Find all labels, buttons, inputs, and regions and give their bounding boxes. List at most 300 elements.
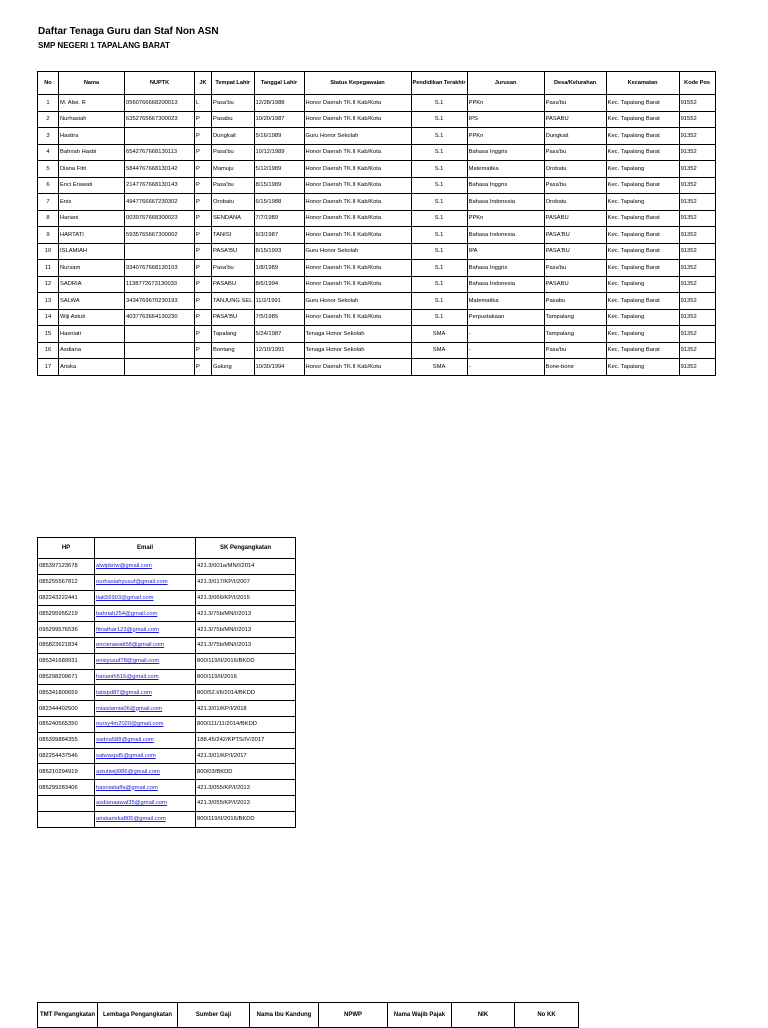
table-cell: Asdiana — [59, 342, 125, 359]
table-cell: PASABU — [212, 276, 255, 293]
table-row — [38, 780, 296, 796]
column-header: Kecamatan — [606, 72, 679, 95]
table-cell: Bahasa Indonesia — [467, 194, 544, 211]
table-cell: P — [195, 111, 212, 128]
table-cell: 91552 — [679, 95, 715, 112]
table-cell: - — [467, 359, 544, 376]
column-header: Email — [95, 538, 196, 559]
table-row — [38, 669, 296, 685]
table-row — [38, 309, 716, 326]
table-cell: P — [195, 293, 212, 310]
table-cell: Kec. Tapalang Barat — [606, 111, 679, 128]
table-cell: S.1 — [411, 161, 467, 178]
table-cell — [125, 243, 195, 260]
table-cell: SENDANA — [212, 210, 255, 227]
table-cell: Guru Honor Sekolah — [304, 243, 411, 260]
table-cell: 91352 — [679, 177, 715, 194]
table-cell: 9 — [38, 227, 59, 244]
table-cell: 91352 — [679, 276, 715, 293]
table-row — [38, 795, 296, 811]
table-cell: 91352 — [679, 359, 715, 376]
table-cell: Pasa'bu — [212, 260, 255, 277]
table-row — [38, 210, 716, 227]
table-cell: Bahasa Indonesia — [467, 276, 544, 293]
table-cell: Perpustakaan — [467, 309, 544, 326]
column-header: SK Pengangkatan — [196, 538, 296, 559]
table-cell: S.1 — [411, 276, 467, 293]
table-cell: 800/52.t/II/2014/BKDD — [196, 685, 296, 701]
table-row — [38, 111, 716, 128]
table-cell: Honor Daerah TK.II Kab/Kota — [304, 227, 411, 244]
table-cell: 15 — [38, 326, 59, 343]
table-cell: 800/119/II/2016 — [196, 669, 296, 685]
table-cell[interactable]: harianih516@gmail.com — [95, 669, 196, 685]
table-cell: 082344402500 — [38, 701, 95, 717]
column-header: Tempat Lahir — [212, 72, 255, 95]
table-cell: P — [195, 342, 212, 359]
table-cell[interactable]: hasniatiaffa@gmail.com — [95, 780, 196, 796]
table-cell: P — [195, 128, 212, 145]
table-cell[interactable]: ariskariska805@gmail.com — [95, 811, 196, 827]
column-header: Sumber Gaji — [178, 1003, 250, 1028]
table-cell: 3 — [38, 128, 59, 145]
table-cell: 1/8/1989 — [254, 260, 304, 277]
additional-info-table — [37, 1002, 579, 1028]
table-cell: - — [467, 342, 544, 359]
table-cell[interactable]: tatispd87@gmail.com — [95, 685, 196, 701]
table-row — [38, 653, 296, 669]
document-subtitle: SMP NEGERI 1 TAPALANG BARAT — [38, 41, 170, 50]
column-header: JK — [195, 72, 212, 95]
table-cell: S.1 — [411, 309, 467, 326]
table-cell: PASA'BU — [544, 227, 606, 244]
table-cell: P — [195, 260, 212, 277]
table-cell: 91352 — [679, 326, 715, 343]
table-cell: Guru Honor Sekolah — [304, 293, 411, 310]
table-cell: 8/6/1994 — [254, 276, 304, 293]
table-cell: 2147767668130143 — [125, 177, 195, 194]
table-cell: 11 — [38, 260, 59, 277]
column-header: No — [38, 72, 59, 95]
table-cell: Honor Daerah TK.II Kab/Kota — [304, 309, 411, 326]
table-row — [38, 590, 296, 606]
table-cell: 6/3/1987 — [254, 227, 304, 244]
table-cell: 421.3/017/KP/I/2007 — [196, 574, 296, 590]
table-cell: Tapalang — [212, 326, 255, 343]
table-cell: Tenaga Honor Sekolah — [304, 342, 411, 359]
table-cell: 7/7/1989 — [254, 210, 304, 227]
table-cell: 1138772673130033 — [125, 276, 195, 293]
table-cell: 800/119/II/2016/BKDD — [196, 653, 296, 669]
table-cell: P — [195, 144, 212, 161]
table-cell: 800/03/BKDD — [196, 764, 296, 780]
table-cell: S.1 — [411, 95, 467, 112]
table-cell: S.1 — [411, 293, 467, 310]
table-cell[interactable]: nurhasiahyusuf@gmail.com — [95, 574, 196, 590]
table-cell: 13 — [38, 293, 59, 310]
table-row — [38, 811, 296, 827]
table-cell: PASA'BU — [212, 243, 255, 260]
table-cell: 91352 — [679, 260, 715, 277]
table-cell: S.1 — [411, 260, 467, 277]
table-cell: PPKn — [467, 128, 544, 145]
table-cell: Hariani — [59, 210, 125, 227]
table-cell: Tampalang — [544, 326, 606, 343]
table-row — [38, 128, 716, 145]
table-cell: 095299576536 — [38, 622, 95, 638]
table-row — [38, 227, 716, 244]
table-cell: 91352 — [679, 161, 715, 178]
table-cell: S.1 — [411, 227, 467, 244]
table-cell: 5935765667300002 — [125, 227, 195, 244]
table-cell — [125, 359, 195, 376]
table-cell: 91352 — [679, 128, 715, 145]
staff-table — [37, 71, 716, 376]
table-cell[interactable]: enisyusuf78@gmail.com — [95, 653, 196, 669]
table-cell: Ariska — [59, 359, 125, 376]
table-cell: Kec. Tapalang Barat — [606, 243, 679, 260]
table-cell: Pasa'bu — [544, 260, 606, 277]
table-cell: 12 — [38, 276, 59, 293]
table-row — [38, 732, 296, 748]
table-cell[interactable]: astutiwiji986@gmail.com — [95, 764, 196, 780]
table-cell: IPA — [467, 243, 544, 260]
table-cell: 11/2/1991 — [254, 293, 304, 310]
column-header: TMT Pengangkatan — [38, 1003, 98, 1028]
table-cell: 10/20/1987 — [254, 111, 304, 128]
table-cell: Pasa'bu — [544, 95, 606, 112]
table-cell: Kec. Tapalang — [606, 276, 679, 293]
table-cell: S.1 — [411, 128, 467, 145]
table-cell: Kec. Tapalang Barat — [606, 144, 679, 161]
table-cell: 421.3/75b/MN/I/2013 — [196, 606, 296, 622]
table-cell: Bahasa Inggris — [467, 144, 544, 161]
column-header: Desa/Kelurahan — [544, 72, 606, 95]
table-cell: Enis — [59, 194, 125, 211]
table-cell: P — [195, 177, 212, 194]
table-cell: PPKn — [467, 210, 544, 227]
table-cell: 082254437546 — [38, 748, 95, 764]
table-cell: Kec. Tapalang Barat — [606, 128, 679, 145]
table-cell: Nurhasiah — [59, 111, 125, 128]
table-cell[interactable]: asdianaawal35@gmail.com — [95, 795, 196, 811]
table-cell: 085210294919 — [38, 764, 95, 780]
table-cell: 2 — [38, 111, 59, 128]
table-cell: 17 — [38, 359, 59, 376]
table-cell: IPS — [467, 111, 544, 128]
table-cell[interactable]: nursy4m2020@gmail.com — [95, 716, 196, 732]
table-cell: Honor Daerah TK.II Kab/Kota — [304, 111, 411, 128]
table-cell: Honor Daerah TK.II Kab/Kota — [304, 177, 411, 194]
table-cell: SALWA — [59, 293, 125, 310]
table-cell: 5/12/1989 — [254, 161, 304, 178]
table-cell: SMA — [411, 342, 467, 359]
table-cell: Tenaga Honor Sekolah — [304, 326, 411, 343]
table-cell: 1 — [38, 95, 59, 112]
table-cell: P — [195, 359, 212, 376]
table-cell: Kec. Tapalang Barat — [606, 260, 679, 277]
table-cell: 085397123678 — [38, 559, 95, 575]
table-row — [38, 276, 716, 293]
table-cell: P — [195, 194, 212, 211]
table-cell: Honor Daerah TK.II Kab/Kota — [304, 276, 411, 293]
table-cell: P — [195, 243, 212, 260]
table-cell: 4 — [38, 144, 59, 161]
table-row — [38, 326, 716, 343]
table-cell: Bahasa Indonesia — [467, 227, 544, 244]
table-cell: S.1 — [411, 243, 467, 260]
table-row — [38, 260, 716, 277]
table-cell: 5 — [38, 161, 59, 178]
table-cell: 12/28/1988 — [254, 95, 304, 112]
table-row — [38, 637, 296, 653]
table-cell: 7 — [38, 194, 59, 211]
table-row — [38, 177, 716, 194]
table-cell: 421.3/066/KP/I/2015 — [196, 590, 296, 606]
table-cell: Hastira — [59, 128, 125, 145]
table-cell: Pasa'bu — [544, 342, 606, 359]
table-cell: Pasabu — [212, 111, 255, 128]
table-row — [38, 144, 716, 161]
table-cell: 800/111/11/2014/BKDD — [196, 716, 296, 732]
table-row — [38, 764, 296, 780]
table-cell: TANJUNG SEL — [212, 293, 255, 310]
table-cell: 085341800659 — [38, 685, 95, 701]
table-cell[interactable]: tiak56903@gmail.com — [95, 590, 196, 606]
table-cell: 8/15/1993 — [254, 243, 304, 260]
table-cell: Wiji Astuti — [59, 309, 125, 326]
table-cell: P — [195, 161, 212, 178]
table-cell: Kec. Tapalang Barat — [606, 95, 679, 112]
table-cell: 0560766668200013 — [125, 95, 195, 112]
table-cell: Dungkait — [544, 128, 606, 145]
table-row — [38, 748, 296, 764]
table-cell: PPKn — [467, 95, 544, 112]
table-cell: Orobatu — [544, 161, 606, 178]
column-header: HP — [38, 538, 95, 559]
table-cell: Kec. Tapalang Barat — [606, 293, 679, 310]
table-cell: 4947766667230302 — [125, 194, 195, 211]
table-cell: Honor Daerah TK.II Kab/Kota — [304, 161, 411, 178]
table-cell: 085399884355 — [38, 732, 95, 748]
table-cell: 800/119/II/2016/BKDD — [196, 811, 296, 827]
table-cell[interactable]: bahriah254@gmail.com — [95, 606, 196, 622]
column-header: Kode Pos — [679, 72, 715, 95]
table-cell: 188.45/242/KPTS/IV/2017 — [196, 732, 296, 748]
table-cell[interactable]: encierawati58@gmail.com — [95, 637, 196, 653]
table-row — [38, 622, 296, 638]
table-cell: PASABU — [544, 276, 606, 293]
table-cell: P — [195, 309, 212, 326]
table-cell: P — [195, 276, 212, 293]
table-cell: S.1 — [411, 111, 467, 128]
table-row — [38, 574, 296, 590]
table-cell: Honor Daerah TK.II Kab/Kota — [304, 95, 411, 112]
table-cell — [125, 128, 195, 145]
table-cell: M. Alwi. R — [59, 95, 125, 112]
table-cell: S.1 — [411, 194, 467, 211]
table-cell: Kec. Tapalang Barat — [606, 342, 679, 359]
column-header: NPWP — [319, 1003, 388, 1028]
table-cell: Pasa'bu — [544, 177, 606, 194]
table-cell: PASABU — [544, 111, 606, 128]
column-header: No KK — [515, 1003, 579, 1028]
table-cell: Diana Fitri — [59, 161, 125, 178]
table-cell: 5/24/1987 — [254, 326, 304, 343]
table-cell: 91352 — [679, 227, 715, 244]
table-cell: Bone-bone — [544, 359, 606, 376]
table-row — [38, 95, 716, 112]
table-cell: P — [195, 227, 212, 244]
table-cell: 085298209671 — [38, 669, 95, 685]
table-cell: 085255567812 — [38, 574, 95, 590]
table-cell: PASA'BU — [544, 243, 606, 260]
table-cell: Nursam — [59, 260, 125, 277]
table-cell: 085240565350 — [38, 716, 95, 732]
table-cell: Pasa'bu — [544, 144, 606, 161]
column-header: Lembaga Pengangkatan — [98, 1003, 178, 1028]
table-cell: 5844767668130142 — [125, 161, 195, 178]
table-cell: 085341689931 — [38, 653, 95, 669]
table-cell: - — [467, 326, 544, 343]
table-cell: 91352 — [679, 309, 715, 326]
column-header: Nama Ibu Kandung — [250, 1003, 319, 1028]
table-row — [38, 342, 716, 359]
table-cell: 91552 — [679, 111, 715, 128]
table-cell: Kec. Tapalang Barat — [606, 210, 679, 227]
table-cell[interactable]: miaislamia06@gmail.com — [95, 701, 196, 717]
table-cell[interactable]: salwaspd5@gmail.com — [95, 748, 196, 764]
table-cell: 421.3/75b/MN/I/2013 — [196, 637, 296, 653]
column-header: NUPTK — [125, 72, 195, 95]
table-cell: Kec. Tapalang — [606, 359, 679, 376]
table-cell: Honor Daerah TK.II Kab/Kota — [304, 260, 411, 277]
table-cell: ISLAMIAH — [59, 243, 125, 260]
table-row — [38, 685, 296, 701]
table-cell: Mamuju — [212, 161, 255, 178]
table-cell: 91352 — [679, 243, 715, 260]
table-cell: 4037763664130230 — [125, 309, 195, 326]
table-cell: 9340767668130103 — [125, 260, 195, 277]
table-row — [38, 293, 716, 310]
table-cell: 3434769670230193 — [125, 293, 195, 310]
table-row — [38, 559, 296, 575]
table-cell: S.1 — [411, 210, 467, 227]
table-row — [38, 243, 716, 260]
table-cell: Kec. Tapalang — [606, 326, 679, 343]
table-cell[interactable]: fitriathar123@gmail.com — [95, 622, 196, 638]
table-cell: 8/15/1989 — [254, 177, 304, 194]
table-cell: Honor Daerah TK.II Kab/Kota — [304, 194, 411, 211]
table-cell: L — [195, 95, 212, 112]
column-header: NIK — [452, 1003, 515, 1028]
table-cell: Kec. Tapalang Barat — [606, 177, 679, 194]
table-cell: P — [195, 326, 212, 343]
contact-table — [37, 537, 296, 828]
table-cell: Pasa'bu — [212, 144, 255, 161]
table-cell: 8 — [38, 210, 59, 227]
table-cell: 6/15/1988 — [254, 194, 304, 211]
table-cell: HARTATI — [59, 227, 125, 244]
table-cell: 6352765667300023 — [125, 111, 195, 128]
table-cell: Dungkait — [212, 128, 255, 145]
column-header: Pendidikan Terakhir — [411, 72, 467, 95]
table-cell: Bahasa Inggris — [467, 260, 544, 277]
table-cell: P — [195, 210, 212, 227]
table-cell: Pasa'bu — [212, 95, 255, 112]
table-cell: 421.3/001a/MN/I/2014 — [196, 559, 296, 575]
table-cell: 12/10/1991 — [254, 342, 304, 359]
table-cell — [125, 326, 195, 343]
table-row — [38, 606, 296, 622]
table-cell: Pasabu — [544, 293, 606, 310]
table-cell: 91352 — [679, 194, 715, 211]
table-cell: PASA'BU — [212, 309, 255, 326]
table-cell: S.1 — [411, 144, 467, 161]
table-cell: 085299283406 — [38, 780, 95, 796]
table-cell: Honor Daerah TK.II Kab/Kota — [304, 144, 411, 161]
table-cell: Matematika — [467, 161, 544, 178]
table-cell: 10/30/1994 — [254, 359, 304, 376]
column-header: Tanggal Lahir — [254, 72, 304, 95]
table-cell: 082243222441 — [38, 590, 95, 606]
table-cell: TANISI — [212, 227, 255, 244]
table-cell: 91352 — [679, 342, 715, 359]
table-row — [38, 161, 716, 178]
table-cell: Enci Erawati — [59, 177, 125, 194]
table-cell: Orobatu — [212, 194, 255, 211]
table-row — [38, 359, 716, 376]
table-cell: 5/16/1989 — [254, 128, 304, 145]
table-cell: 085295955219 — [38, 606, 95, 622]
table-cell: 7/5/1985 — [254, 309, 304, 326]
table-cell: 91352 — [679, 144, 715, 161]
table-cell: Kec. Tapalang — [606, 309, 679, 326]
table-cell: SMA — [411, 359, 467, 376]
table-cell: 16 — [38, 342, 59, 359]
table-cell: S.1 — [411, 177, 467, 194]
table-cell: 6542767668130113 — [125, 144, 195, 161]
table-row — [38, 701, 296, 717]
table-cell: 6 — [38, 177, 59, 194]
table-cell: 91352 — [679, 210, 715, 227]
table-cell: Pasa'bu — [212, 177, 255, 194]
table-cell[interactable]: alwipknw@gmail.com — [95, 559, 196, 575]
table-cell: Tampalang — [544, 309, 606, 326]
column-header: Nama — [59, 72, 125, 95]
table-cell: Bontang — [212, 342, 255, 359]
document-title: Daftar Tenaga Guru dan Staf Non ASN — [38, 26, 219, 37]
table-cell: Kec. Tapalang Barat — [606, 227, 679, 244]
table-cell — [38, 811, 95, 827]
table-cell: 421.3/75b/MN/I/2013 — [196, 622, 296, 638]
table-cell: Bahriah Hasbi — [59, 144, 125, 161]
table-cell: Kec. Tapalang — [606, 161, 679, 178]
table-cell: 085823621834 — [38, 637, 95, 653]
table-cell: SMA — [411, 326, 467, 343]
table-cell: 421.3/01/KP/I/2017 — [196, 748, 296, 764]
table-cell: Honor Daerah TK.II Kab/Kota — [304, 359, 411, 376]
table-cell: 10 — [38, 243, 59, 260]
table-cell: SADRIA — [59, 276, 125, 293]
table-cell[interactable]: sadria588@gmail.com — [95, 732, 196, 748]
table-cell — [38, 795, 95, 811]
table-cell: 10/12/1989 — [254, 144, 304, 161]
table-cell: 421.3/055/KP/I/2013 — [196, 780, 296, 796]
table-cell — [125, 342, 195, 359]
column-header: Nama Wajib Pajak — [388, 1003, 452, 1028]
table-cell: 0039767668300023 — [125, 210, 195, 227]
